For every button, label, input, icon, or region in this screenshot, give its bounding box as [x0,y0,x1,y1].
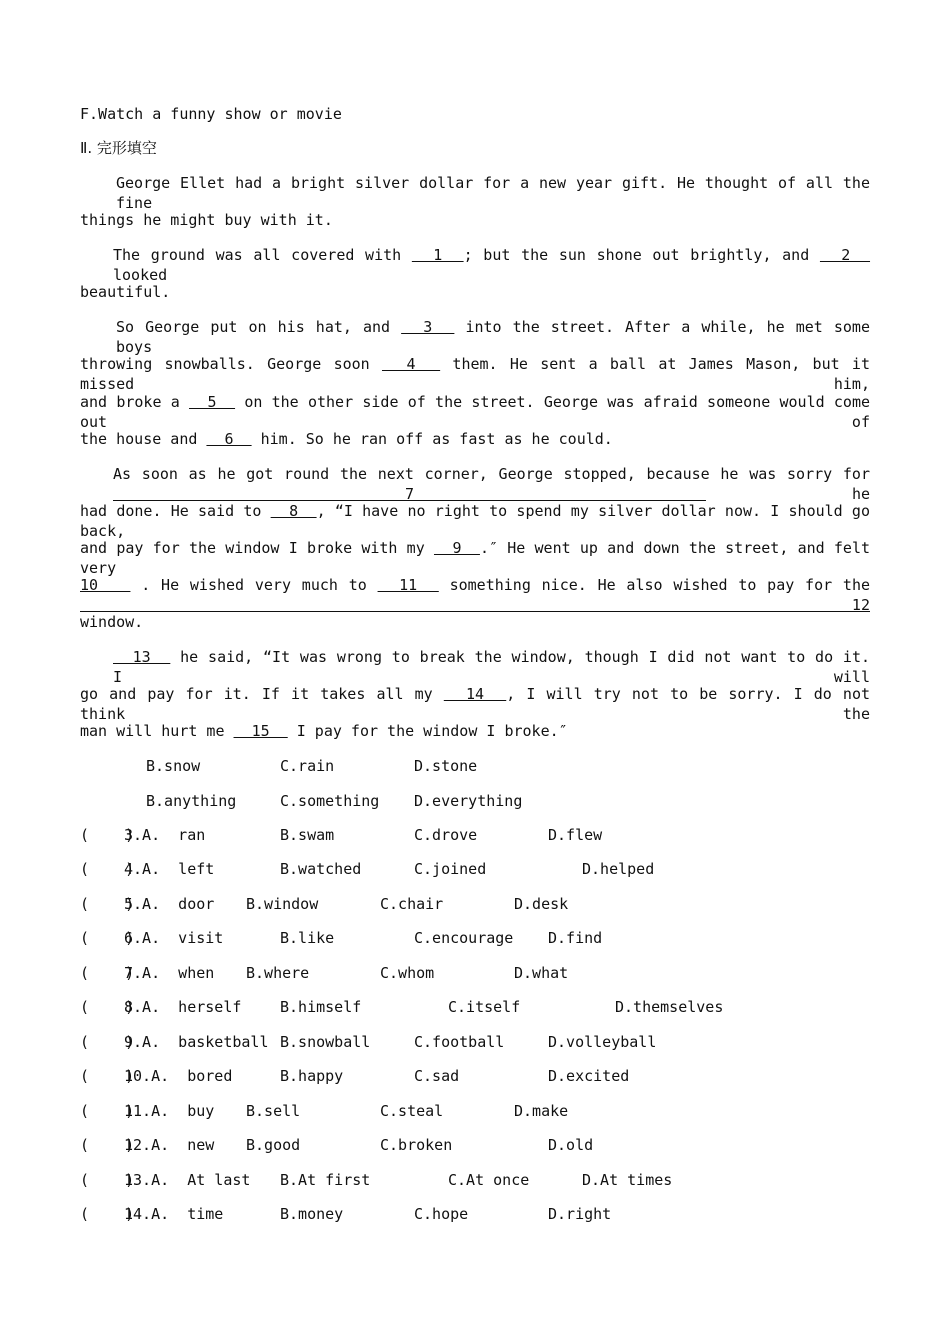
option-b: B.himself [280,998,362,1016]
passage-line: and pay for the window I broke with my 9 .″ He went up and down the street, and felt very [80,539,871,577]
blank-3: 3 [401,318,455,336]
passage-line: window. [80,613,144,631]
answer-paren[interactable]: ( ) [80,964,135,982]
passage-line: So George put on his hat, and 3 into the street. After a while, he met some boys [116,318,870,356]
option-d: D.stone [414,757,478,775]
passage-line: As soon as he got round the next corner, George stopped, because he was sorry for 7 he [113,465,871,503]
blank-15: 15 [233,722,288,740]
blank-13: 13 [113,648,171,666]
option-c: C.encourage [414,929,514,947]
option-c: C.steal [380,1102,444,1120]
option-a: 13.A. At last [124,1171,251,1189]
option-d: D.desk [514,895,569,913]
passage-line: the house and 6 him. So he ran off as fast as he could. [80,430,613,448]
passage-line: man will hurt me 15 I pay for the window I broke.″ [80,722,568,740]
option-b: B.like [280,929,335,947]
answer-paren[interactable]: ( ) [80,826,135,844]
option-c: C.sad [414,1067,460,1085]
answer-paren[interactable]: ( ) [80,860,135,878]
option-a: 3.A. ran [124,826,206,844]
option-a: 6.A. visit [124,929,224,947]
option-b: B.snowball [280,1033,371,1051]
answer-paren[interactable]: ( ) [80,1102,135,1120]
option-c: C.hope [414,1205,469,1223]
blank-9: 9 [433,539,480,557]
passage-line: George Ellet had a bright silver dollar for a new year gift. He thought of all the fine [116,174,870,212]
option-c: C.football [414,1033,505,1051]
option-d: D.old [548,1136,594,1154]
option-d: D.make [514,1102,569,1120]
passage-line: things he might buy with it. [80,211,333,229]
option-d: D.themselves [615,998,724,1016]
option-d: D.helped [582,860,655,878]
option-c: C.chair [380,895,444,913]
option-b: B.window [246,895,319,913]
option-c: C.joined [414,860,487,878]
blank-1: 1 [411,246,464,264]
blank-5: 5 [189,393,236,411]
passage-line: The ground was all covered with 1 ; but the sun shone out brightly, and 2 looked [113,246,871,284]
option-a: 12.A. new [124,1136,215,1154]
option-d: D.excited [548,1067,630,1085]
option-a: 8.A. herself [124,998,242,1016]
passage-line: 10 . He wished very much to 11 something nice. He also wished to pay for the 12 [80,576,871,614]
passage-line: throwing snowballs. George soon 4 them. He sent a ball at James Mason, but it missed him, [80,355,870,393]
answer-paren[interactable]: ( ) [80,1033,135,1051]
option-c: C.broken [380,1136,453,1154]
item-f: F.Watch a funny show or movie [80,105,342,123]
answer-paren[interactable]: ( ) [80,1136,135,1154]
option-c: C.At once [448,1171,530,1189]
option-c: C.itself [448,998,521,1016]
blank-14: 14 [443,685,507,703]
option-b: B.money [280,1205,344,1223]
passage-line: 13 he said, “It was wrong to break the window, though I did not want to do it. I will [113,648,871,686]
option-b: B.At first [280,1171,371,1189]
option-a: 11.A. buy [124,1102,215,1120]
option-c: C.something [280,792,380,810]
option-c: C.drove [414,826,478,844]
blank-4: 4 [381,355,441,373]
answer-paren[interactable]: ( ) [80,1205,135,1223]
blank-6: 6 [206,430,252,448]
passage-line: had done. He said to 8 , “I have no right to spend my silver dollar now. I should go back, [80,502,870,540]
blank-12: 12 [80,596,870,614]
option-d: D.find [548,929,603,947]
option-a: 14.A. time [124,1205,224,1223]
option-d: D.what [514,964,569,982]
option-c: C.whom [380,964,435,982]
blank-11: 11 [377,576,439,594]
answer-paren[interactable]: ( ) [80,1171,135,1189]
option-b: B.snow [146,757,201,775]
blank-7: 7 [113,485,706,503]
option-b: B.where [246,964,310,982]
option-b: B.good [246,1136,301,1154]
option-b: B.watched [280,860,362,878]
passage-line: go and pay for it. If it takes all my 14 , I will try not to be sorry. I do not think the [80,685,871,723]
option-d: D.At times [582,1171,673,1189]
passage-line: beautiful. [80,283,171,301]
answer-paren[interactable]: ( ) [80,1067,135,1085]
option-d: D.flew [548,826,603,844]
option-a: 4.A. left [124,860,215,878]
option-a: 10.A. bored [124,1067,233,1085]
option-a: 9.A. basketball [124,1033,269,1051]
blank-2: 2 [819,246,871,264]
option-a: 7.A. when [124,964,215,982]
option-b: B.anything [146,792,237,810]
option-c: C.rain [280,757,335,775]
blank-8: 8 [270,502,317,520]
option-d: D.right [548,1205,612,1223]
answer-paren[interactable]: ( ) [80,929,135,947]
option-d: D.everything [414,792,523,810]
option-b: B.swam [280,826,335,844]
answer-paren[interactable]: ( ) [80,998,135,1016]
passage-line: and broke a 5 on the other side of the street. George was afraid someone would come out of [80,393,871,431]
answer-paren[interactable]: ( ) [80,895,135,913]
section-heading: Ⅱ. 完形填空 [80,139,157,157]
option-d: D.volleyball [548,1033,657,1051]
option-b: B.sell [246,1102,301,1120]
blank-10: 10 [80,576,131,594]
option-a: 5.A. door [124,895,215,913]
option-b: B.happy [280,1067,344,1085]
